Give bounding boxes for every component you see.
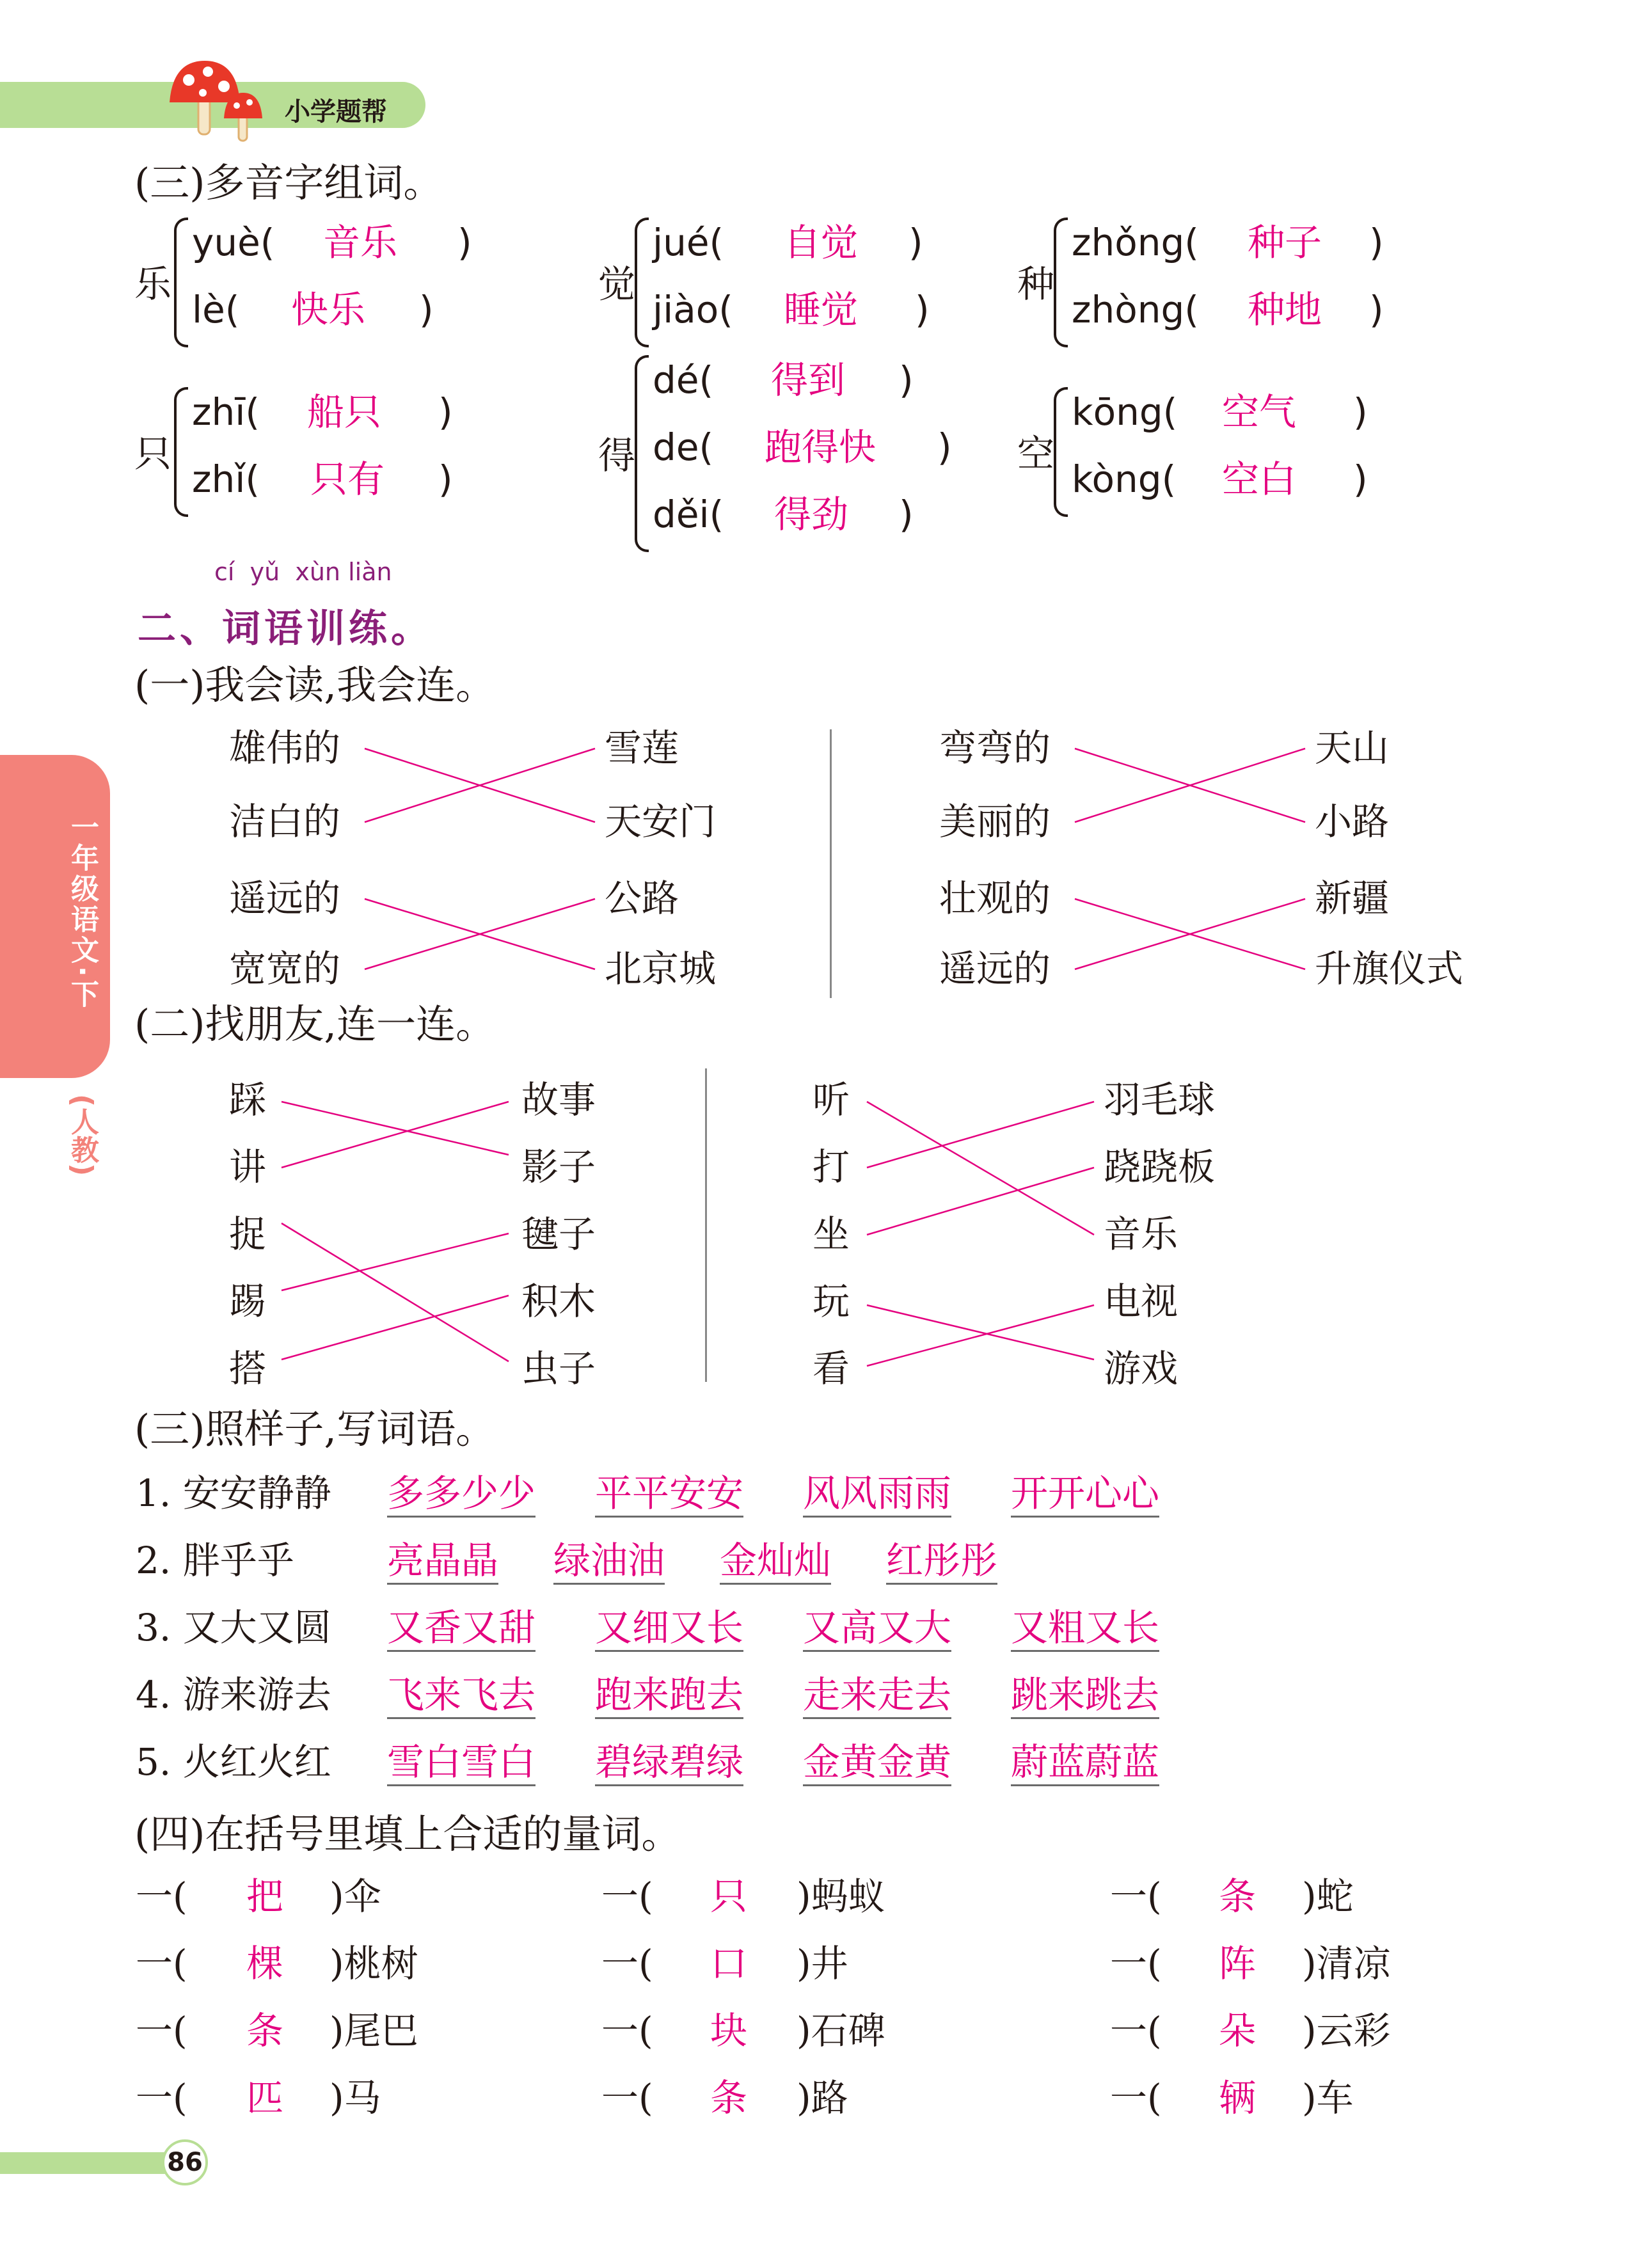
close-paren: ) [419,288,434,331]
polyphone-char: 空 [1017,432,1055,475]
pair-left-word: 踢 [229,1280,267,1323]
pair-right-target: 音乐 [1104,1212,1178,1256]
pair-left-word: 踩 [229,1078,267,1122]
answer-word: 睡觉 [784,288,859,331]
grade-label: 一年级语文·下 [66,813,99,1010]
written-answer: 开开心心 [1011,1475,1159,1518]
pair-left-word: 捉 [229,1212,267,1256]
measure-prefix: 一( [601,2009,653,2052]
written-answer: 又粗又长 [1011,1609,1159,1652]
pinyin-reading: jiào( [653,288,733,331]
close-paren: ) [438,457,453,501]
measure-noun: )路 [797,2076,848,2120]
polyphone-char: 觉 [598,262,636,306]
match-left-target: 公路 [605,876,679,920]
pair-left-target: 故事 [521,1078,596,1122]
written-answer: 绿油油 [553,1542,665,1585]
pair-left-word: 搭 [229,1347,267,1390]
match-right-word: 弯弯的 [939,726,1051,770]
answer-word: 船只 [307,390,382,434]
match-left-target: 北京城 [605,947,717,990]
pinyin-reading: kòng( [1072,457,1177,501]
measure-noun: )蛇 [1302,1875,1354,1918]
measure-prefix: 一( [1110,1875,1162,1918]
measure-noun: )云彩 [1302,2009,1391,2052]
pinyin-reading: kōng( [1072,390,1178,434]
pair-left-target: 积木 [521,1280,596,1323]
pair-left-target: 毽子 [521,1212,596,1256]
written-answer: 走来走去 [803,1676,951,1719]
measure-prefix: 一( [136,1875,187,1918]
page-number: 86 [162,2139,208,2185]
measure-noun: )桃树 [329,1942,418,1985]
section-title-polyphone: (三)多音字组词。 [134,159,443,206]
measure-answer: 条 [1219,1875,1257,1918]
measure-answer: 条 [710,2076,748,2120]
close-paren: ) [937,425,952,469]
measure-answer: 把 [246,1875,284,1918]
pair-right-target: 游戏 [1104,1347,1178,1390]
measure-prefix: 一( [601,1942,653,1985]
polyphone-char: 只 [134,432,172,475]
written-answer: 又香又甜 [387,1609,535,1652]
written-answer: 雪白雪白 [387,1743,535,1786]
written-answer: 平平安安 [595,1475,743,1518]
match-left-word: 洁白的 [229,800,341,843]
measure-noun: )清凉 [1302,1942,1391,1985]
measure-prefix: 一( [1110,2009,1162,2052]
answer-word: 快乐 [291,288,366,331]
pinyin-reading: zhǐ( [192,457,260,501]
example-word: 5. 火红火红 [136,1740,331,1784]
part4-title: (四)在括号里填上合适的量词。 [134,1811,681,1857]
measure-answer: 条 [246,2009,284,2052]
section-title-vocab: 二、词语训练。 [138,607,433,651]
close-paren: ) [438,390,453,434]
measure-prefix: 一( [601,2076,653,2120]
brand-title: 小学题帮 [285,97,387,127]
pair-right-word: 坐 [813,1212,850,1256]
pair-right-word: 看 [813,1347,850,1390]
answer-word: 跑得快 [765,425,876,469]
example-word: 2. 胖乎乎 [136,1539,294,1582]
written-answer: 亮晶晶 [387,1542,498,1585]
close-paren: ) [899,358,914,402]
written-answer: 又高又大 [803,1609,951,1652]
measure-noun: )石碑 [797,2009,885,2052]
pair-right-target: 电视 [1104,1280,1178,1323]
measure-answer: 棵 [246,1942,284,1985]
written-answer: 金黄金黄 [803,1743,951,1786]
answer-word: 音乐 [323,221,398,264]
answer-word: 得劲 [774,493,849,536]
measure-noun: )蚂蚁 [797,1875,885,1918]
match-right-target: 新疆 [1315,876,1390,920]
pinyin-reading: lè( [192,288,240,331]
written-answer: 跑来跑去 [595,1676,743,1719]
measure-prefix: 一( [601,1875,653,1918]
pair-right-target: 羽毛球 [1104,1078,1216,1122]
measure-answer: 只 [710,1875,748,1918]
pinyin-reading: yuè( [192,221,275,264]
example-word: 1. 安安静静 [136,1471,331,1515]
pair-left-word: 讲 [229,1145,267,1189]
measure-noun: )井 [797,1942,848,1985]
match-left-target: 天安门 [605,800,717,843]
measure-prefix: 一( [136,2076,187,2120]
measure-answer: 块 [710,2009,748,2052]
written-answer: 飞来飞去 [387,1676,535,1719]
measure-prefix: 一( [136,1942,187,1985]
part2-title: (二)找朋友,连一连。 [134,1001,496,1047]
match-right-target: 天山 [1315,726,1390,770]
close-paren: ) [1369,288,1384,331]
close-paren: ) [908,221,923,264]
written-answer: 风风雨雨 [803,1475,951,1518]
pinyin-reading: zhòng( [1072,288,1199,331]
match-right-word: 遥远的 [939,947,1051,990]
match-left-word: 雄伟的 [229,726,341,770]
pair-right-target: 跷跷板 [1104,1145,1216,1189]
written-answer: 又细又长 [595,1609,743,1652]
pair-right-word: 打 [813,1145,850,1189]
edition-label: (人教) [66,1094,99,1177]
close-paren: ) [915,288,930,331]
pinyin-reading: děi( [653,493,724,536]
pinyin-reading: zhī( [192,390,260,434]
example-word: 3. 又大又圆 [136,1606,331,1649]
close-paren: ) [457,221,472,264]
part1-title: (一)我会读,我会连。 [134,662,496,708]
written-answer: 多多少少 [387,1475,535,1518]
measure-prefix: 一( [136,2009,187,2052]
polyphone-char: 乐 [134,262,172,306]
polyphone-char: 得 [598,433,636,477]
answer-word: 只有 [310,457,385,501]
pair-right-word: 听 [813,1078,850,1122]
written-answer: 蔚蓝蔚蓝 [1011,1743,1159,1786]
measure-answer: 阵 [1219,1942,1257,1985]
match-left-word: 遥远的 [229,876,341,920]
close-paren: ) [1369,221,1384,264]
written-answer: 红彤彤 [886,1542,997,1585]
written-answer: 跳来跳去 [1011,1676,1159,1719]
match-right-target: 升旗仪式 [1315,947,1464,990]
answer-word: 种子 [1248,221,1322,264]
measure-noun: )尾巴 [329,2009,418,2052]
pair-left-target: 影子 [521,1145,596,1189]
answer-word: 种地 [1248,288,1322,331]
written-answer: 金灿灿 [720,1542,831,1585]
match-left-target: 雪莲 [605,726,679,770]
pinyin-reading: jué( [653,221,724,264]
measure-prefix: 一( [1110,2076,1162,2120]
pinyin-reading: zhǒng( [1072,221,1199,264]
match-left-word: 宽宽的 [229,947,341,990]
close-paren: ) [1353,390,1368,434]
measure-answer: 口 [710,1942,748,1985]
measure-answer: 朵 [1219,2009,1257,2052]
written-answer: 碧绿碧绿 [595,1743,743,1786]
answer-word: 空白 [1222,457,1297,501]
pinyin-reading: dé( [653,358,714,402]
match-right-word: 美丽的 [939,800,1051,843]
pinyin-reading: de( [653,425,714,469]
part3-title: (三)照样子,写词语。 [134,1406,496,1452]
measure-answer: 辆 [1219,2076,1257,2120]
measure-noun: )马 [329,2076,381,2120]
close-paren: ) [899,493,914,536]
polyphone-char: 种 [1017,262,1055,306]
answer-word: 得到 [771,358,846,402]
match-right-target: 小路 [1315,800,1390,843]
example-word: 4. 游来游去 [136,1673,331,1717]
pair-right-word: 玩 [813,1280,850,1323]
section-pinyin: cí yǔ xùn liàn [214,558,392,586]
measure-noun: )伞 [329,1875,381,1918]
measure-answer: 匹 [246,2076,284,2120]
close-paren: ) [1353,457,1368,501]
answer-word: 自觉 [784,221,859,264]
pair-left-target: 虫子 [521,1347,596,1390]
answer-word: 空气 [1222,390,1297,434]
measure-noun: )车 [1302,2076,1354,2120]
measure-prefix: 一( [1110,1942,1162,1985]
match-right-word: 壮观的 [939,876,1051,920]
